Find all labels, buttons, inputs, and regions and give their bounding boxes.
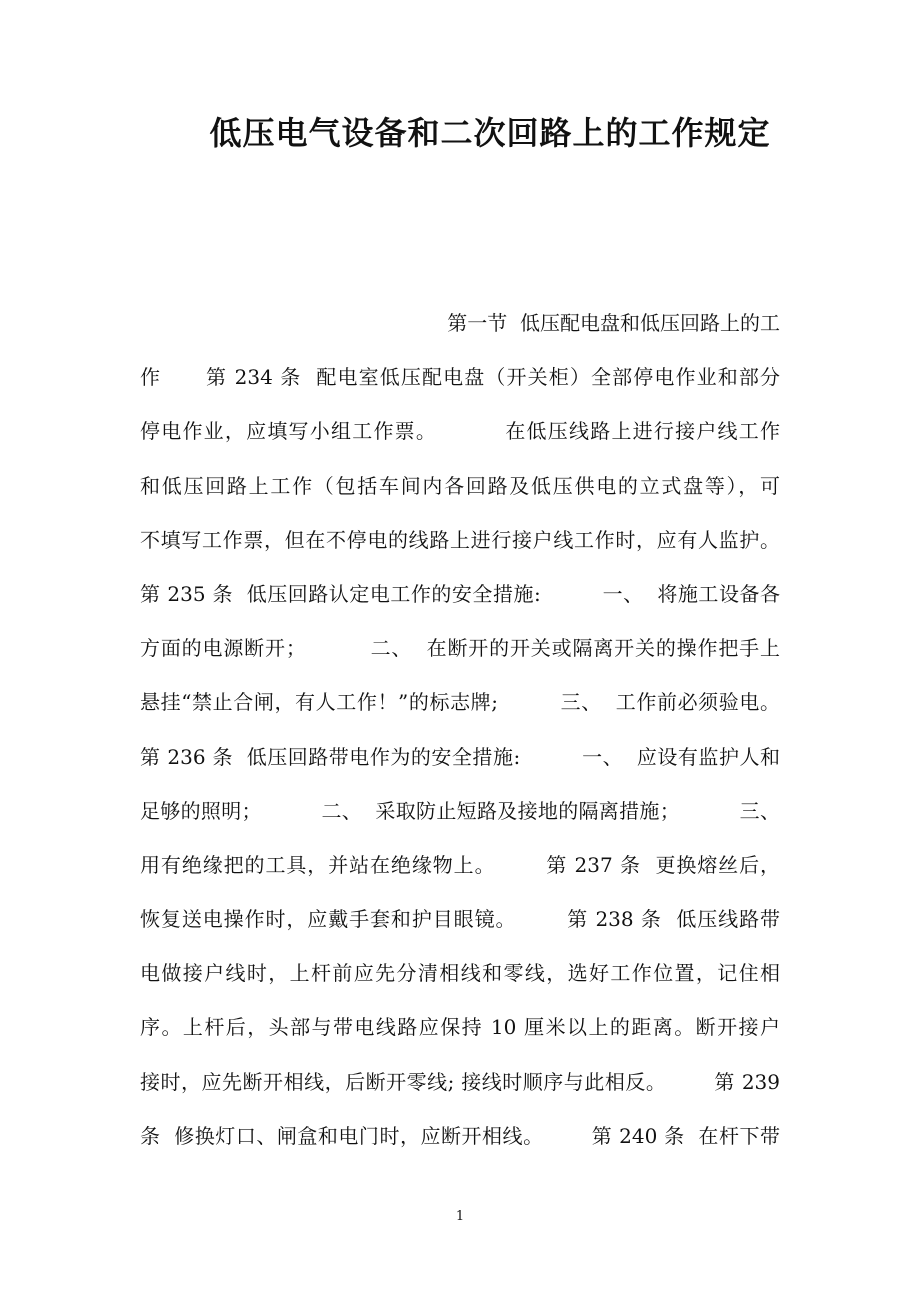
text-line: 不填写工作票，但在不停电的线路上进行接户线工作时，应有人监护。 xyxy=(140,527,780,552)
text-line: 第一节 低压配电盘和低压回路上的工 xyxy=(447,311,780,335)
text-line: 第 236 条 低压回路带电作为的安全措施: 一、 应设有监护人和 xyxy=(140,744,780,769)
text-line: 接时，应先断开相线，后断开零线; 接线时顺序与此相反。 第 239 xyxy=(140,1069,780,1094)
text-line: 电做接户线时，上杆前应先分清相线和零线，选好工作位置，记住相 xyxy=(140,961,780,986)
text-line: 足够的照明； 二、 采取防止短路及接地的隔离措施； 三、 xyxy=(140,798,780,823)
body-text xyxy=(140,296,780,1163)
text-line: 第 235 条 低压回路认定电工作的安全措施: 一、 将施工设备各 xyxy=(140,581,780,606)
page-number: 1 xyxy=(455,1209,465,1224)
text-line: 和低压回路上工作（包括车间内各回路及低压供电的立式盘等），可 xyxy=(140,473,780,498)
text-line: 条 修换灯口、闸盒和电门时，应断开相线。 第 240 条 在杆下带 xyxy=(140,1123,780,1148)
text-line: 用有绝缘把的工具，并站在绝缘物上。 第 237 条 更换熔丝后， xyxy=(140,852,780,877)
document-title: 低压电气设备和二次回路上的工作规定 xyxy=(209,114,771,152)
text-line: 恢复送电操作时，应戴手套和护目眼镜。 第 238 条 低压线路带 xyxy=(140,907,780,932)
text-line: 作 第 234 条 配电室低压配电盘（开关柜）全部停电作业和部分 xyxy=(140,365,780,390)
text-line: 序。上杆后，头部与带电线路应保持 10 厘米以上的距离。断开接户 xyxy=(140,1015,780,1040)
text-line: 悬挂“禁止合闸，有人工作！”的标志牌; 三、 工作前必须验电。 xyxy=(140,690,780,715)
text-line: 停电作业，应填写小组工作票。 在低压线路上进行接户线工作 xyxy=(140,419,780,444)
text-line: 方面的电源断开； 二、 在断开的开关或隔离开关的操作把手上 xyxy=(140,636,780,661)
